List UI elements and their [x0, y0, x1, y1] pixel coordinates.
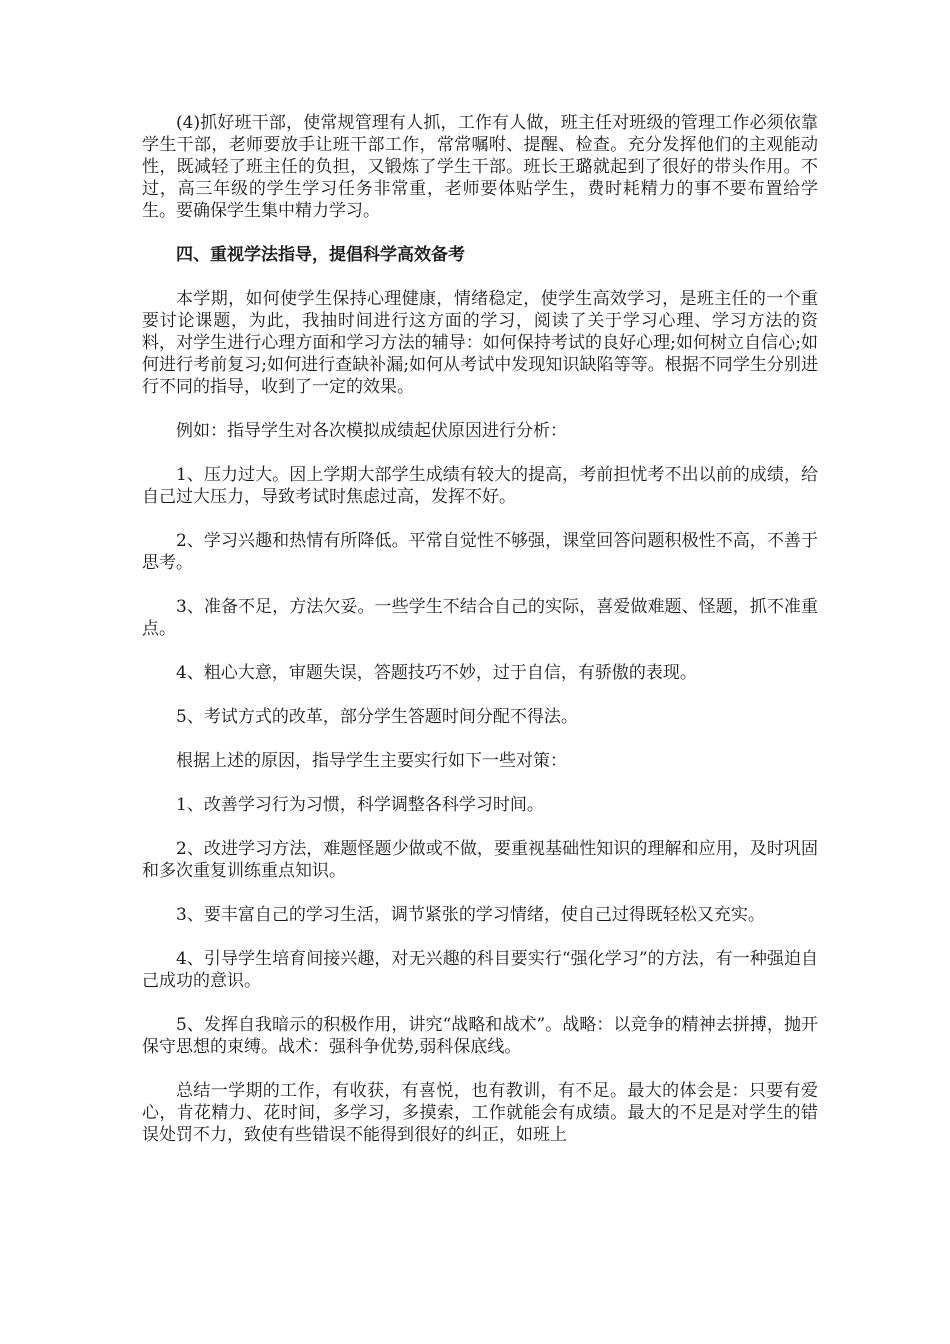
paragraph-class-cadres: (4)抓好班干部，使常规管理有人抓，工作有人做，班主任对班级的管理工作必须依靠学生干部，老师要放手让班干部工作，常常嘱咐、提醒、检查。充分发挥他们的主观能动性，既减轻了班主任的负担，又锻炼了学生干部。班长王璐就起到了很好的带头作用。不过，高三年级的学生学习任务非常重，老师要体贴学生，费时耗精力的事不要布置给学生。要确保学生集中精力学习。	[142, 113, 818, 221]
reason-item-5: 5、考试方式的改革，部分学生答题时间分配不得法。	[176, 707, 578, 727]
measure-item-4: 4、引导学生培育间接兴趣，对无兴趣的科目要实行“强化学习”的方法，有一种强迫自己成功的意识。	[142, 949, 818, 991]
measure-item-3: 3、要丰富自己的学习生活，调节紧张的学习情绪，使自己过得既轻松又充实。	[176, 905, 765, 925]
reason-item-2: 2、学习兴趣和热情有所降低。平常自觉性不够强，课堂回答问题积极性不高，不善于思考。	[142, 531, 818, 573]
paragraph-summary: 总结一学期的工作，有收获，有喜悦，也有教训，有不足。最大的体会是：只要有爱心，肯花精力、花时间，多学习，多摸索，工作就能会有成绩。最大的不足是对学生的错误处罚不力，致使有些错误不能得到很好的纠正，如班上	[142, 1081, 818, 1145]
measure-item-5: 5、发挥自我暗示的积极作用，讲究“战略和战术”。战略：以竞争的精神去拼搏，抛开保守思想的束缚。战术：强科争优势,弱科保底线。	[142, 1015, 818, 1057]
reason-item-3: 3、准备不足，方法欠妥。一些学生不结合自己的实际，喜爱做难题、怪题，抓不准重点。	[142, 597, 818, 639]
paragraph-example-intro: 例如：指导学生对各次模拟成绩起伏原因进行分析：	[176, 421, 567, 441]
section-heading-4: 四、重视学法指导，提倡科学高效备考	[176, 245, 465, 265]
document-body	[142, 112, 818, 1168]
reason-item-4: 4、粗心大意，审题失误，答题技巧不妙，过于自信，有骄傲的表现。	[176, 663, 697, 683]
measure-item-1: 1、改善学习行为习惯，科学调整各科学习时间。	[176, 795, 544, 815]
reason-item-1: 1、压力过大。因上学期大部学生成绩有较大的提高，考前担忧考不出以前的成绩，给自己过大压力，导致考试时焦虑过高，发挥不好。	[142, 465, 818, 507]
paragraph-measures-intro: 根据上述的原因，指导学生主要实行如下一些对策：	[176, 751, 567, 771]
paragraph-study-guidance: 本学期，如何使学生保持心理健康，情绪稳定，使学生高效学习，是班主任的一个重要讨论课题，为此，我抽时间进行这方面的学习，阅读了关于学习心理、学习方法的资料，对学生进行心理方面和学习方法的辅导：如何保持考试的良好心理;如何树立自信心;如何进行考前复习;如何进行查缺补漏;如何从考试中发现知识缺陷等等。根据不同学生分别进行不同的指导，收到了一定的效果。	[142, 289, 818, 397]
measure-item-2: 2、改进学习方法，难题怪题少做或不做，要重视基础性知识的理解和应用，及时巩固和多次重复训练重点知识。	[142, 839, 818, 881]
